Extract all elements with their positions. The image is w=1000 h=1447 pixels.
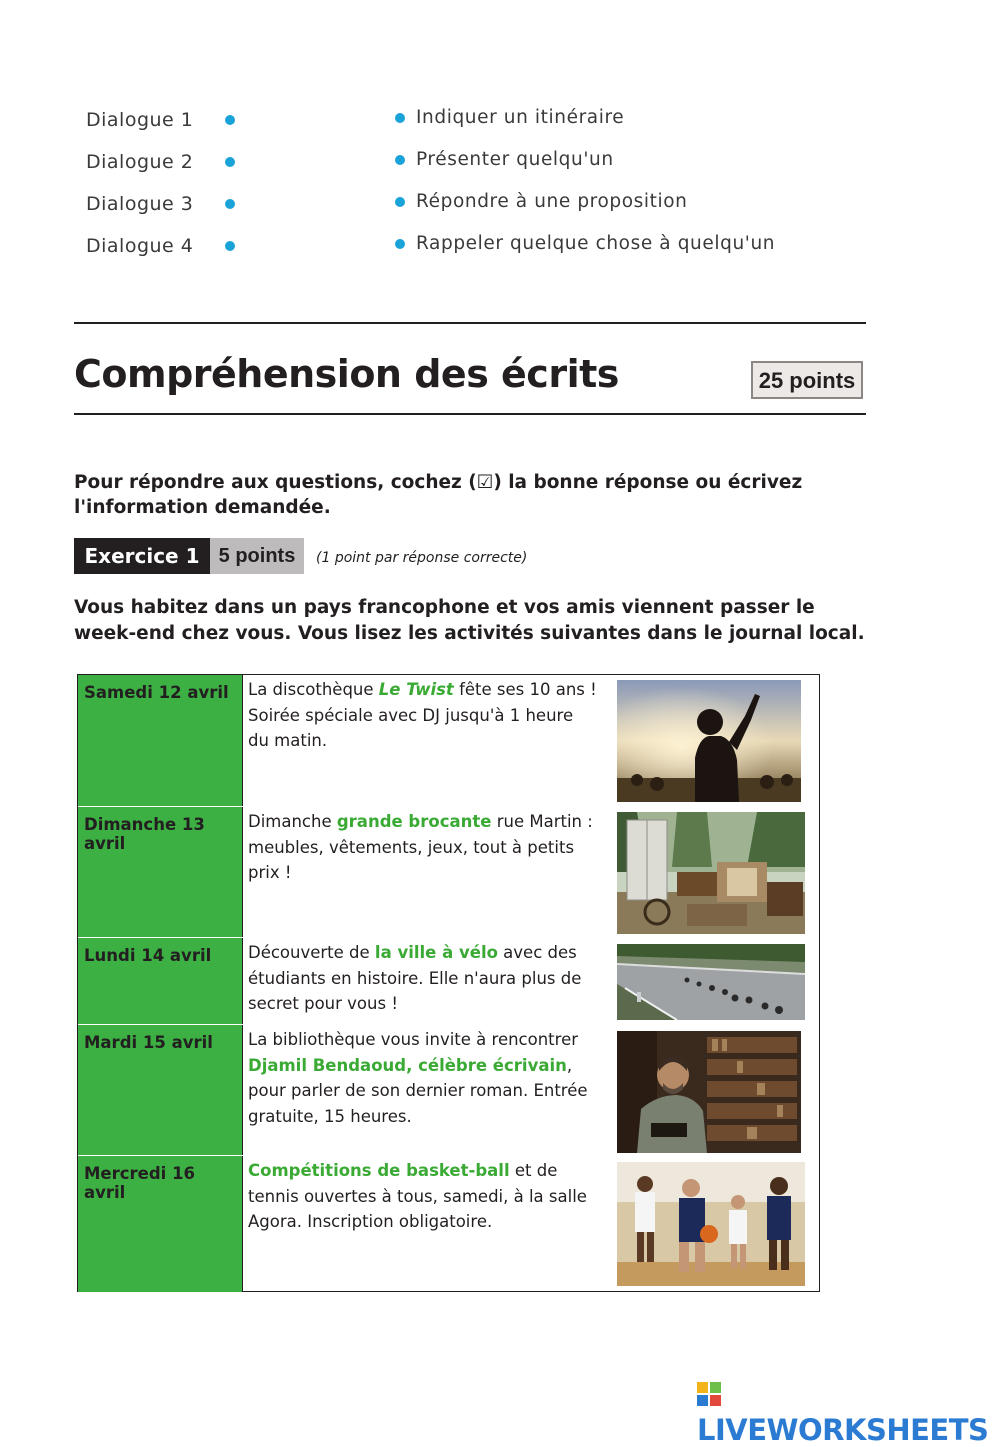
match-dot-right-3[interactable]	[395, 197, 405, 207]
basketball-game-photo	[617, 1162, 805, 1286]
dialogue-label: Dialogue 2	[86, 151, 194, 173]
dj-concert-photo	[617, 680, 801, 802]
day-cell	[78, 938, 243, 1025]
match-dot-right-1[interactable]	[395, 113, 405, 123]
activity-description	[248, 677, 598, 754]
desc-highlight: Djamil Bendaoud, célèbre écrivain	[248, 1055, 567, 1075]
section-points-badge: 25 points	[751, 361, 863, 399]
section-top-rule	[74, 322, 866, 324]
task-label: Présenter quelqu'un	[416, 149, 614, 170]
desc-highlight: la ville à vélo	[374, 943, 498, 962]
task-label: Rappeler quelque chose à quelqu'un	[416, 233, 776, 254]
day-cell	[78, 1156, 243, 1292]
dialogue-label: Dialogue 3	[86, 193, 194, 215]
desc-text: avec des étudiants en histoire. Elle n'aura plus de secret pour vous !	[248, 943, 582, 1013]
instruction-before: Pour répondre aux questions, cochez (	[74, 472, 477, 493]
activity-description	[248, 940, 598, 1017]
day-cell	[78, 1025, 243, 1156]
checkbox-icon: ☑	[476, 472, 494, 493]
table-row	[78, 675, 819, 806]
liveworksheets-icon	[697, 1379, 721, 1413]
match-dot-right-2[interactable]	[395, 155, 405, 165]
desc-text: et de tennis ouvertes à tous, samedi, à la salle Agora. Inscription obligatoire.	[248, 1161, 587, 1231]
table-row	[78, 1155, 819, 1292]
day-label: Dimanche 13 avril	[84, 815, 205, 853]
activity-description	[248, 1027, 598, 1129]
day-cell	[78, 675, 243, 806]
dialogue-label: Dialogue 1	[86, 109, 194, 131]
instruction-after: ) la bonne réponse ou écrivez l'information demandée.	[74, 472, 803, 518]
table-row	[78, 937, 819, 1025]
desc-highlight: grande brocante	[336, 812, 492, 831]
exercise-label: Exercice 1	[74, 538, 210, 574]
section-title: Compréhension des écrits	[74, 352, 619, 396]
flea-market-photo	[617, 812, 805, 934]
instruction-text	[74, 470, 834, 520]
task-label: Indiquer un itinéraire	[416, 107, 625, 128]
day-label: Lundi 14 avril	[84, 946, 212, 965]
desc-text: La bibliothèque vous invite à rencontrer	[248, 1030, 578, 1049]
writer-library-photo	[617, 1031, 801, 1153]
day-label: Mercredi 16 avril	[84, 1164, 196, 1202]
activity-description	[248, 809, 598, 886]
match-dot-left-3[interactable]	[225, 199, 235, 209]
match-dot-left-1[interactable]	[225, 115, 235, 125]
table-row	[78, 1024, 819, 1156]
exercise-note: (1 point par réponse correcte)	[316, 550, 528, 566]
day-label: Mardi 15 avril	[84, 1033, 213, 1052]
exercise-points: 5 points	[210, 538, 304, 574]
cyclists-road-photo	[617, 944, 805, 1020]
brand-logo[interactable]	[697, 1376, 1000, 1447]
desc-text: Découverte de	[248, 943, 375, 962]
desc-text: rue Martin : meubles, vêtements, jeux, tout à petits prix !	[248, 812, 593, 882]
activities-table	[77, 674, 820, 1292]
dialogue-label: Dialogue 4	[86, 235, 194, 257]
desc-text: , pour parler de son dernier roman. Entrée gratuite, 15 heures.	[248, 1055, 588, 1126]
day-label: Samedi 12 avril	[84, 683, 229, 702]
desc-text: La discothèque	[248, 680, 379, 699]
desc-text: fête ses 10 ans ! Soirée spéciale avec DJ jusqu'à 1 heure du matin.	[248, 680, 597, 750]
day-cell	[78, 807, 243, 938]
brand-text: LIVEWORKSHEETS	[697, 1413, 989, 1447]
desc-highlight: Le Twist	[378, 680, 454, 699]
match-dot-right-4[interactable]	[395, 239, 405, 249]
match-dot-left-2[interactable]	[225, 157, 235, 167]
table-row	[78, 806, 819, 938]
match-dot-left-4[interactable]	[225, 241, 235, 251]
activity-description	[248, 1158, 598, 1235]
context-text: Vous habitez dans un pays francophone et vos amis viennent passer le week-end chez vous. Vous lisez les activités suivantes dans le journal local.	[74, 597, 865, 644]
desc-text: Dimanche	[248, 812, 337, 831]
section-bottom-rule	[74, 413, 866, 415]
desc-highlight: Compétitions de basket-ball	[248, 1161, 510, 1180]
task-label: Répondre à une proposition	[416, 191, 688, 212]
